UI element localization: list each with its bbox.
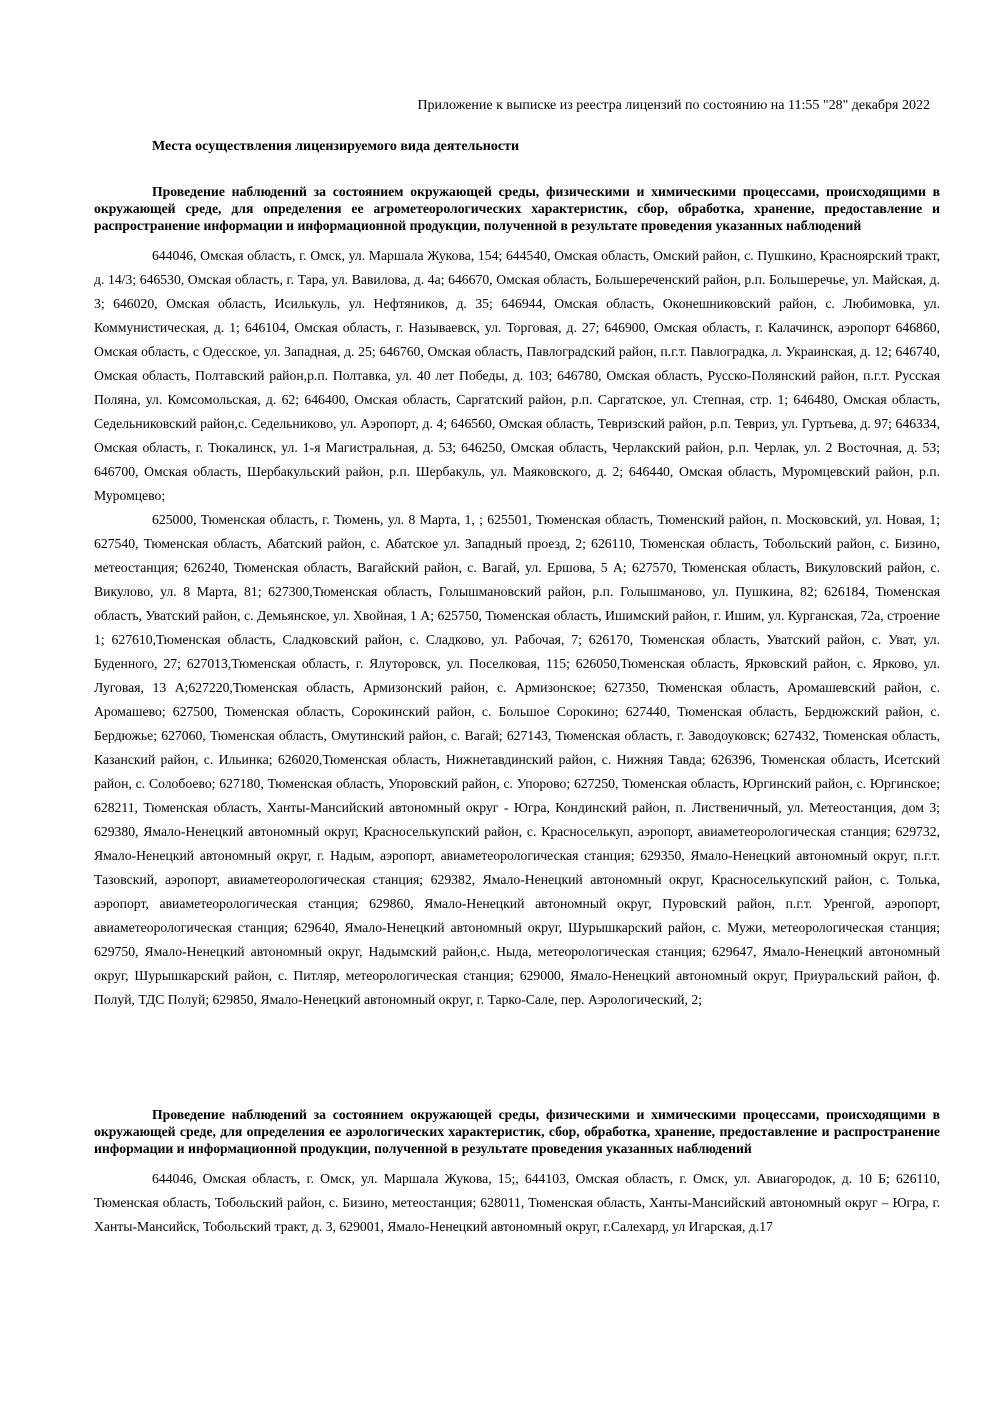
section-caption: Места осуществления лицензируемого вида деятельности (152, 139, 520, 154)
address-list-omsk: 644046, Омская область, г. Омск, ул. Маршала Жукова, 154; 644540, Омская область, Омский район, с. Пушкино, Красноярский тракт, д. 14/3; 646530, Омская область, г. Тара, ул. Вавилова, д. 4а; 646670, Омская область, Большереченский район, р.п. Большеречье, ул. Майская, д. 3; 646020, Омская область, Исилькуль, ул. Нефтяников, д. 35; 646944, Омская область, Оконешниковский район, с. Любимовка, ул. Коммунистическая, д. 1; 646104, Омская область, г. Называевск, ул. Торговая, д. 27; 646900, Омская область, г. Калачинск, аэропорт 646860, Омская область, с Одесское, ул. Западная, д. 25; 646760, Омская область, Павлоградский район, п.г.т. Павлоградка, л. Украинская, д. 12; 646740, Омская область, Полтавский район,р.п. Полтавка, ул. 40 лет Победы, д. 103; 646780, Омская область, Русско-Полянский район, п.г.т. Русская Поляна, ул. Комсомольская, д. 62; 646400, Омская область, Саргатский район, р.п. Саргатское, ул. Степная, стр. 1; 646480, Омская область, Седельниковский район,с. Седельниково, ул. Аэропорт, д. 4; 646560, Омская область, Тевризский район, р.п. Тевриз, ул. Гуртьева, д. 97; 646334, Омская область, г. Тюкалинск, ул. 1-я Магистральная, д. 53; 646250, Омская область, Черлакский район, р.п. Черлак, ул. 2 Восточная, д. 53; 646700, Омская область, Шербакульский район, р.п. Шербакуль, ул. Маяковского, д. 2; 646440, Омская область, Муромцевский район, р.п. Муромцево; (94, 248, 940, 503)
address-list: 644046, Омская область, г. Омск, ул. Маршала Жукова, 15;, 644103, Омская область, г. Омск, ул. Авиагородок, д. 10 Б; 626110, Тюменская область, Тобольский район, с. Бизино, метеостанция; 628011, Тюменская область, Ханты-Мансийский автономный округ – Югра, г. Ханты-Мансийск, Тобольский тракт, д. 3, 629001, Ямало-Ненецкий автономный округ, г.Салехард, ул Игарская, д.17 (94, 1171, 940, 1234)
activity-block-agrometeorological (94, 183, 940, 1012)
address-list-tyumen-yamal: 625000, Тюменская область, г. Тюмень, ул. 8 Марта, 1, ; 625501, Тюменская область, Тюменский район, п. Московский, ул. Новая, 1; 627540, Тюменская область, Абатский район, с. Абатское ул. Западный проезд, 2; 626110, Тюменская область, Тобольский район, с. Бизино, метеостанция; 626240, Тюменская область, Вагайский район, с. Вагай, ул. Ершова, 5 А; 627570, Тюменская область, Викуловский район, с. Викулово, ул. 8 Марта, 81; 627300,Тюменская область, Голышмановский район, р.п. Голышманово, ул. Пушкина, 82; 626184, Тюменская область, Уватский район, с. Демьянское, ул. Хвойная, 1 А; 625750, Тюменская область, Ишимский район, г. Ишим, ул. Курганская, 72а, строение 1; 627610,Тюменская область, Сладковский район, с. Сладково, ул. Рабочая, 7; 626170, Тюменская область, Уватский район, с. Уват, ул. Буденного, 27; 627013,Тюменская область, г. Ялуторовск, ул. Поселковая, 115; 626050,Тюменская область, Ярковский район, с. Ярково, ул. Луговая, 13 А;627220,Тюменская область, Армизонский район, с. Армизонское; 627350, Тюменская область, Аромашевский район, с. Аромашево; 627500, Тюменская область, Сорокинский район, с. Большое Сорокино; 627440, Тюменская область, Бердюжский район, с. Бердюжье; 627060, Тюменская область, Омутинский район, с. Вагай; 627143, Тюменская область, г. Заводоуковск; 627432, Тюменская область, Казанский район, с. Ильинка; 626020,Тюменская область, Нижнетавдинский район, с. Нижняя Тавда; 626396, Тюменская область, Исетский район, с. Солобоево; 627180, Тюменская область, Упоровский район, с. Упорово; 627250, Тюменская область, Юргинский район, с. Юргинское; 628211, Тюменская область, Ханты-Мансийский автономный округ - Югра, Кондинский район, п. Лиственичный, ул. Метеостанция, дом 3; 629380, Ямало-Ненецкий автономный округ, Красноселькупский район, с. Красноселькуп, аэропорт, авиаметеорологическая станция; 629732, Ямало-Ненецкий автономный округ, г. Надым, аэропорт, авиаметеорологическая станция; 629350, Ямало-Ненецкий автономный округ, п.г.т. Тазовский, аэропорт, авиаметеорологическая станция; 629382, Ямало-Ненецкий автономный округ, Красноселькупский район, с. Толька, аэропорт, авиаметеорологическая станция; 629860, Ямало-Ненецкий автономный округ, Пуровский район, п.г.т. Уренгой, аэропорт, авиаметеорологическая станция; 629640, Ямало-Ненецкий автономный округ, Шурышкарский район, с. Мужи, метеорологическая станция; 629750, Ямало-Ненецкий автономный округ, Надымский район,с. Ныда, метеорологическая станция; 629647, Ямало-Ненецкий автономный округ, Шурышкарский район, с. Питляр, метеорологическая станция; 629000, Ямало-Ненецкий автономный округ, Приуральский район, ф. Полуй, ТДС Полуй; 629850, Ямало-Ненецкий автономный округ, г. Тарко-Сале, пер. Аэрологический, 2; (94, 512, 940, 1007)
activity-title: Проведение наблюдений за состоянием окружающей среды, физическими и химическими процессами, происходящими в окружающей среде, для определения ее аэрологических характеристик, сбор, обработка, хранение, предоставление и распространение информации и информационной продукции, полученной в результате проведения указанных наблюдений (94, 1107, 940, 1156)
activity-block-aerological (94, 1106, 940, 1239)
appendix-header: Приложение к выписке из реестра лицензий по состоянию на 11:55 "28" декабря 2022 (417, 98, 930, 113)
activity-title: Проведение наблюдений за состоянием окружающей среды, физическими и химическими процессами, происходящими в окружающей среде, для определения ее агрометеорологических характеристик, сбор, обработка, хранение, предоставление и распространение информации и информационной продукции, полученной в результате проведения указанных наблюдений (94, 184, 940, 233)
